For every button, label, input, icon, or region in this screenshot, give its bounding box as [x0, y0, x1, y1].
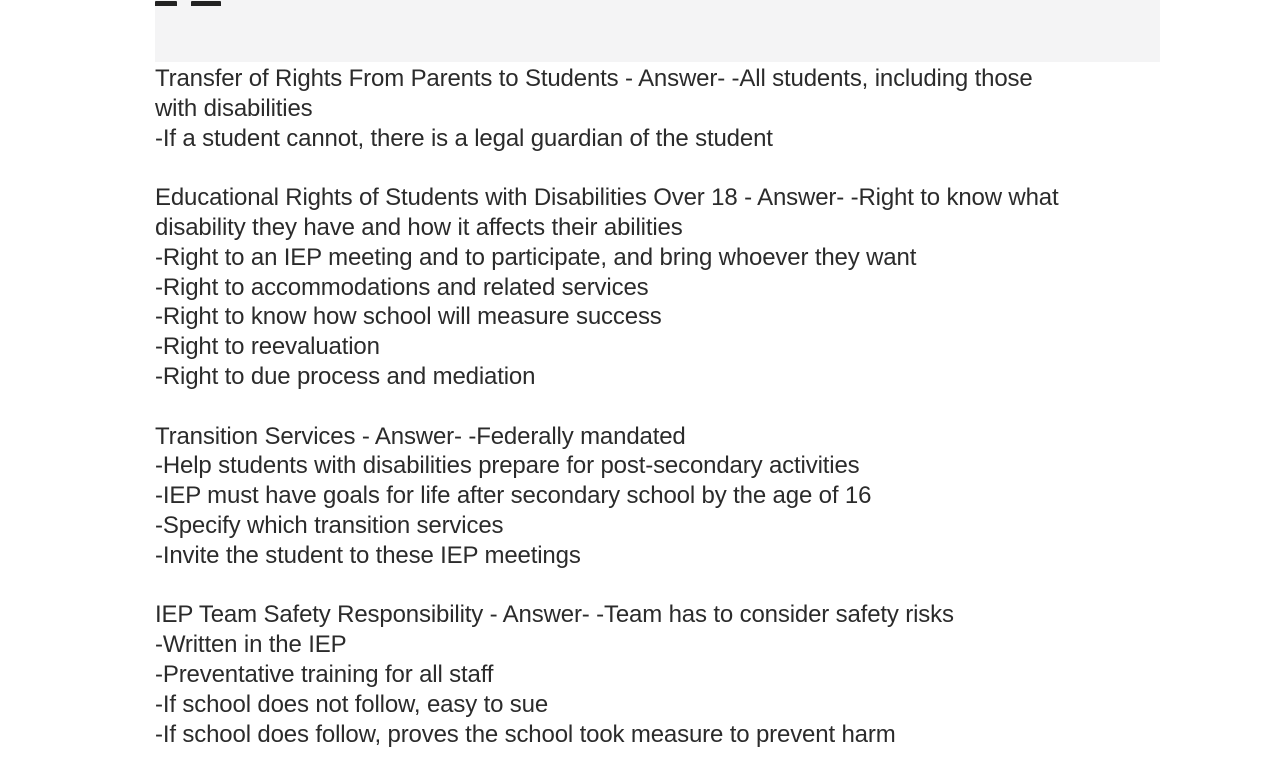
qa-section [155, 422, 1155, 571]
qa-line: IEP Team Safety Responsibility - Answer- -Team has to consider safety risks [155, 601, 954, 629]
qa-line: -Help students with disabilities prepare for post-secondary activities [155, 452, 860, 480]
qa-section [155, 183, 1155, 392]
qa-line: -Right to know how school will measure success [155, 303, 662, 331]
document-body [155, 64, 1155, 760]
qa-line: Educational Rights of Students with Disabilities Over 18 - Answer- -Right to know what [155, 184, 1059, 212]
qa-line: -If school does follow, proves the school took measure to prevent harm [155, 720, 896, 748]
qa-line: Transfer of Rights From Parents to Students - Answer- -All students, including those [155, 65, 1033, 92]
qa-line: -Preventative training for all staff [155, 660, 494, 688]
qa-section [155, 64, 1155, 153]
qa-line: -Invite the student to these IEP meetings [155, 541, 581, 569]
qa-line: disability they have and how it affects their abilities [155, 213, 683, 241]
cropped-heading-fragment [155, 0, 275, 6]
qa-line: -IEP must have goals for life after secondary school by the age of 16 [155, 482, 872, 510]
qa-line: -Right to reevaluation [155, 333, 380, 361]
qa-line: -Right to due process and mediation [155, 362, 536, 390]
qa-line: -Written in the IEP [155, 631, 347, 659]
qa-line: -If school does not follow, easy to sue [155, 690, 549, 718]
qa-line: -Right to an IEP meeting and to participate, and bring whoever they want [155, 243, 917, 271]
header-band [155, 0, 1160, 62]
qa-section [155, 600, 1155, 749]
qa-line: Transition Services - Answer- -Federally mandated [155, 422, 686, 450]
qa-line: -If a student cannot, there is a legal guardian of the student [155, 124, 773, 152]
qa-line: -Specify which transition services [155, 511, 504, 539]
qa-line: with disabilities [155, 94, 313, 122]
qa-line: -Right to accommodations and related services [155, 273, 649, 301]
